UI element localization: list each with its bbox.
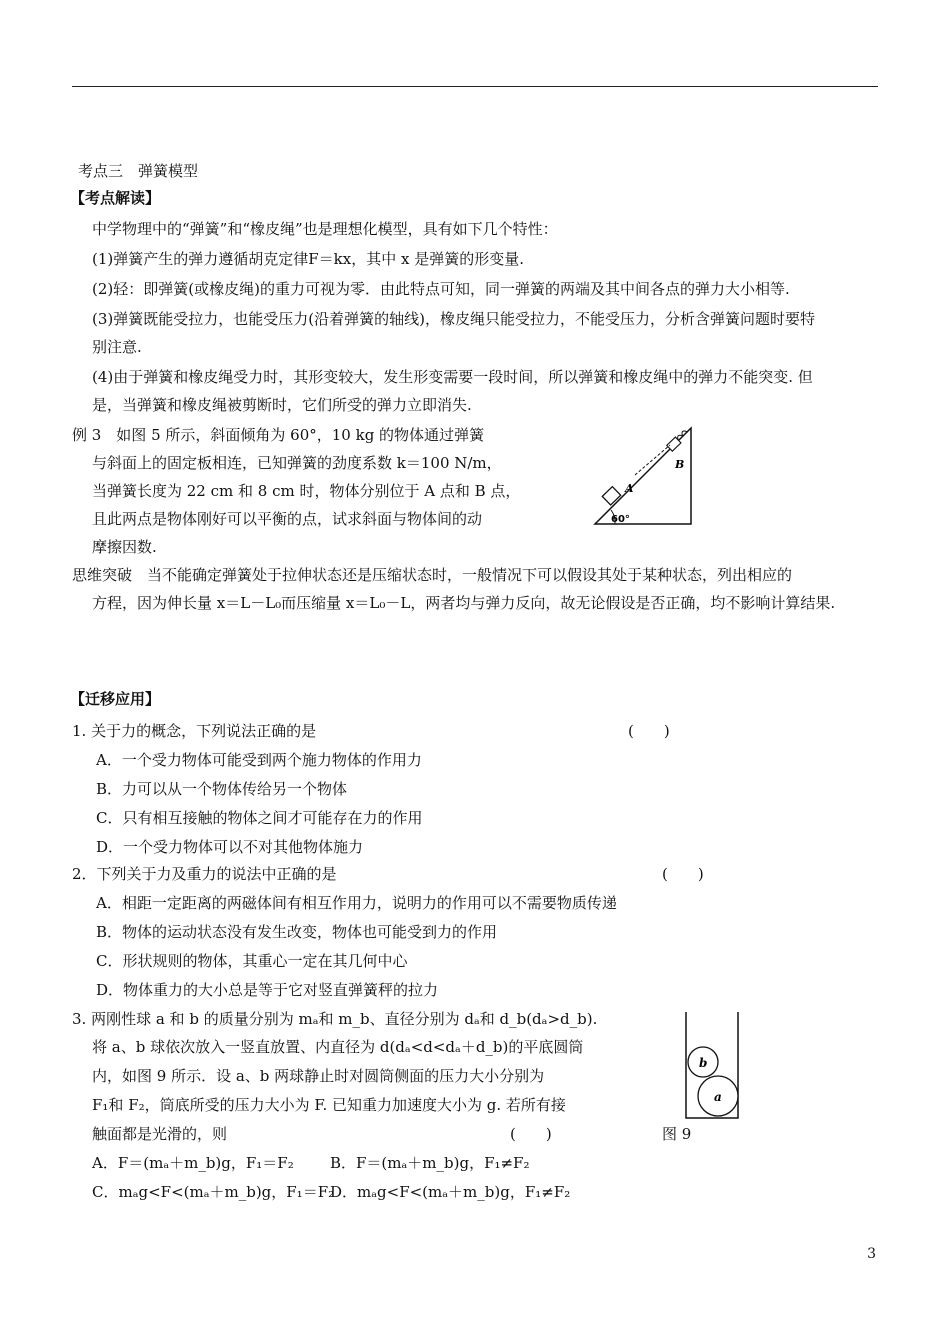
- q3-line-4: F₁和 F₂，筒底所受的压力大小为 F. 已知重力加速度大小为 g. 若所有接: [92, 1096, 566, 1114]
- q1-stem: 1. 关于力的概念，下列说法正确的是: [72, 722, 317, 740]
- point-b-label: B: [675, 458, 685, 471]
- q3-option-d: D．mₐg<F<(mₐ＋m_b)g，F₁≠F₂: [330, 1183, 571, 1201]
- q2-option-d: D．物体重力的大小总是等于它对竖直弹簧秤的拉力: [96, 981, 439, 999]
- property-2: (2)轻：即弹簧(或橡皮绳)的重力可视为零．由此特点可知，同一弹簧的两端及其中间各点的弹力大小相等.: [92, 280, 790, 298]
- cylinder-figure: [682, 1010, 742, 1122]
- page-number: 3: [867, 1246, 876, 1262]
- q1-option-c: C．只有相互接触的物体之间才可能存在力的作用: [96, 809, 423, 827]
- q1-option-b: B．力可以从一个物体传给另一个物体: [96, 780, 348, 798]
- example-line-2: 与斜面上的固定板相连，已知弹簧的劲度系数 k＝100 N/m，: [92, 454, 502, 472]
- thinking-line-2: 方程，因为伸长量 x＝L－L₀而压缩量 x＝L₀－L，两者均与弹力反向，故无论假设是否正确，均不影响计算结果.: [92, 594, 836, 612]
- dashed-path: [635, 445, 670, 475]
- ball-b-label: b: [699, 1056, 708, 1070]
- example-line-4: 且此两点是物体刚好可以平衡的点，试求斜面与物体间的动: [92, 510, 483, 528]
- example-line-1: 例 3 如图 5 所示，斜面倾角为 60°，10 kg 的物体通过弹簧: [72, 426, 485, 444]
- q1-option-d: D．一个受力物体可以不对其他物体施力: [96, 838, 364, 856]
- property-4: (4)由于弹簧和橡皮绳受力时，其形变较大，发生形变需要一段时间，所以弹簧和橡皮绳中的弹力不能突变. 但: [92, 368, 813, 386]
- q3-line-5: 触面都是光滑的，则: [92, 1125, 228, 1143]
- q3-line-3: 内，如图 9 所示．设 a、b 两球静止时对圆筒侧面的压力大小分别为: [92, 1067, 545, 1085]
- example-line-5: 摩擦因数.: [92, 538, 157, 556]
- property-3: (3)弹簧既能受拉力，也能受压力(沿着弹簧的轴线)，橡皮绳只能受拉力，不能受压力，分析含弹簧问题时要特: [92, 310, 815, 328]
- block-a: [602, 487, 620, 505]
- angle-label: 60°: [611, 514, 630, 525]
- q3-bracket: ( ): [510, 1125, 552, 1143]
- q3-line-2: 将 a、b 球依次放入一竖直放置、内直径为 d(dₐ<d<dₐ＋d_b)的平底圆筒: [92, 1038, 584, 1056]
- q2-option-c: C．形状规则的物体，其重心一定在其几何中心: [96, 952, 408, 970]
- q3-option-c: C．mₐg<F<(mₐ＋m_b)g，F₁＝F₂: [92, 1183, 335, 1201]
- q3-option-a: A．F＝(mₐ＋m_b)g，F₁＝F₂: [92, 1154, 294, 1172]
- q2-bracket: ( ): [662, 865, 704, 883]
- property-3-cont: 别注意.: [92, 338, 142, 356]
- incline-figure: [585, 420, 700, 530]
- property-4-cont: 是，当弹簧和橡皮绳被剪断时，它们所受的弹力立即消失.: [92, 396, 472, 414]
- q1-bracket: ( ): [628, 722, 670, 740]
- property-1: (1)弹簧产生的弹力遵循胡克定律F＝kx，其中 x 是弹簧的形变量.: [92, 250, 524, 268]
- section-title: 考点三 弹簧模型: [78, 162, 199, 180]
- thinking-line-1: 思维突破 当不能确定弹簧处于拉伸状态还是压缩状态时，一般情况下可以假设其处于某种状态，列出相应的: [72, 566, 793, 584]
- point-a-label: A: [625, 482, 634, 495]
- q1-option-a: A．一个受力物体可能受到两个施力物体的作用力: [96, 751, 422, 769]
- apply-header: 【迁移应用】: [70, 690, 161, 708]
- q3-line-1: 3. 两刚性球 a 和 b 的质量分别为 mₐ和 m_b、直径分别为 dₐ和 d_b(dₐ>d_b).: [72, 1010, 598, 1028]
- q2-stem: 2．下列关于力及重力的说法中正确的是: [72, 865, 337, 883]
- section-header: 【考点解读】: [70, 189, 161, 207]
- header-rule: [72, 86, 878, 87]
- figure-9-caption: 图 9: [662, 1125, 692, 1143]
- q2-option-a: A．相距一定距离的两磁体间有相互作用力，说明力的作用可以不需要物质传递: [96, 894, 617, 912]
- q2-option-b: B．物体的运动状态没有发生改变，物体也可能受到力的作用: [96, 923, 498, 941]
- intro-text: 中学物理中的“弹簧”和“橡皮绳”也是理想化模型，具有如下几个特性：: [92, 220, 558, 238]
- example-line-3: 当弹簧长度为 22 cm 和 8 cm 时，物体分别位于 A 点和 B 点，: [92, 482, 521, 500]
- ball-a-label: a: [714, 1090, 722, 1104]
- q3-option-b: B．F＝(mₐ＋m_b)g，F₁≠F₂: [330, 1154, 530, 1172]
